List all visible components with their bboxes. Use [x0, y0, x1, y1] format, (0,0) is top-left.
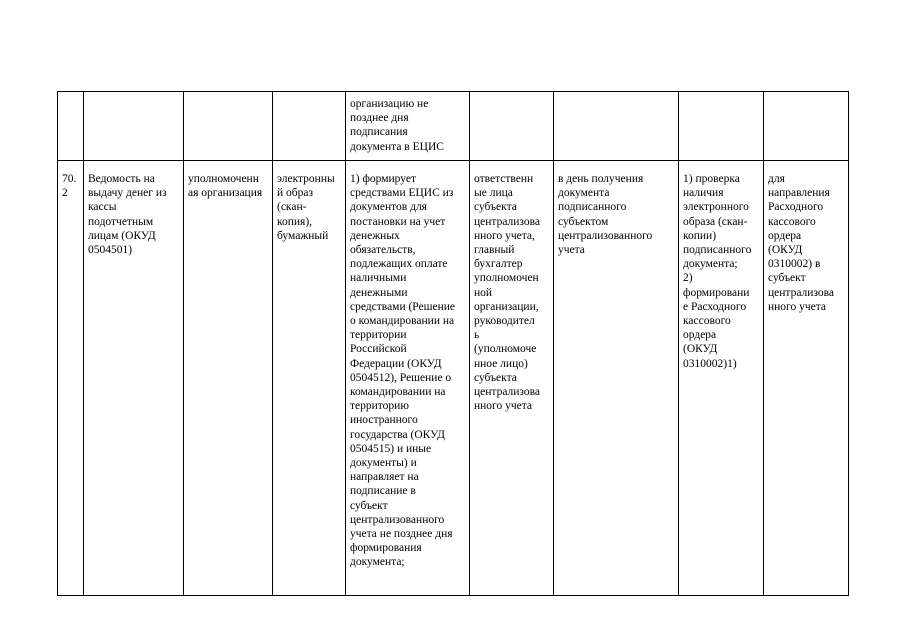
cell-creator — [184, 92, 273, 161]
cell-document-name — [84, 92, 184, 161]
cell-responsible — [470, 92, 554, 161]
cell-procedure: 1) формирует средствами ЕЦИС из документов для постановки на учет денежных обязательств, подлежащих оплате наличными денежными средствами (Решение о командировании на территории Российской Федерации (ОКУД 0504512), Решение о командировании на территорию иностранного государства (ОКУД 0504515) и иные документы) и направляет на подписание в субъект централизованного учета не позднее дня формирования документа; — [346, 161, 470, 596]
cell-purpose: для направления Расходного кассового ордера (ОКУД 0310002) в субъект централизова нного учета — [764, 161, 849, 596]
cell-creator: уполномоченн ая организация — [184, 161, 273, 596]
cell-form: электронны й образ (скан- копия), бумажный — [273, 161, 346, 596]
table-row — [58, 161, 849, 596]
cell-number — [58, 92, 84, 161]
cell-purpose — [764, 92, 849, 161]
cell-responsible: ответственн ые лица субъекта централизова нного учета, главный бухгалтер уполномочен ной организации, руководител ь (уполномоче нное лицо) субъекта централизова нного учета — [470, 161, 554, 596]
cell-deadline: в день получения документа подписанного субъектом централизованного учета — [554, 161, 679, 596]
cell-form — [273, 92, 346, 161]
cell-actions: 1) проверка наличия электронного образа (скан- копии) подписанного документа; 2) формировани е Расходного кассового ордера (ОКУД 0310002)1) — [679, 161, 764, 596]
cell-deadline — [554, 92, 679, 161]
cell-procedure: организацию не позднее дня подписания документа в ЕЦИС — [346, 92, 470, 161]
cell-actions — [679, 92, 764, 161]
cell-document-name: Ведомость на выдачу денег из кассы подотчетным лицам (ОКУД 0504501) — [84, 161, 184, 596]
document-table — [57, 91, 849, 596]
cell-number: 70. 2 — [58, 161, 84, 596]
table-row — [58, 92, 849, 161]
